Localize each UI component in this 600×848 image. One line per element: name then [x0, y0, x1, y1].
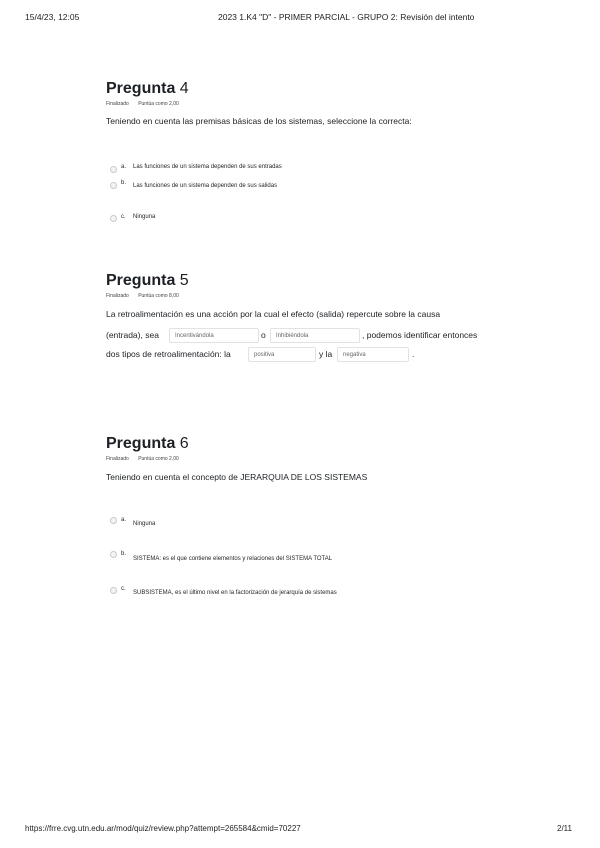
option-letter: b. [121, 551, 127, 557]
question-score: Puntúa como 2,00 [138, 456, 179, 462]
question-label: Pregunta [106, 80, 176, 97]
print-datetime: 15/4/23, 12:05 [25, 12, 80, 22]
answer-blank-3[interactable]: positiva [248, 347, 316, 362]
option-label: SISTEMA: es el que contiene elementos y relaciones del SISTEMA TOTAL [133, 556, 333, 562]
question-status: Finalizado [106, 101, 129, 107]
option-letter: a. [121, 164, 127, 170]
question-number: 4 [179, 80, 189, 97]
question-4-text: Teniendo en cuenta las premisas básicas de los sistemas, seleccione la correcta: [106, 116, 412, 126]
question-5-line-3-start: dos tipos de retroalimentación: la [106, 349, 231, 359]
question-score: Puntúa como 2,00 [138, 101, 179, 107]
option-letter: c. [121, 586, 126, 592]
option-label: Las funciones de un sistema dependen de sus salidas [133, 183, 278, 189]
q4-option-c[interactable] [110, 213, 410, 225]
question-5-line-3-end: . [412, 349, 415, 359]
answer-blank-2[interactable]: Inhibiéndola [270, 328, 360, 343]
question-4-info [106, 101, 187, 107]
question-label: Pregunta [106, 435, 176, 452]
question-4-title [106, 80, 189, 98]
option-letter: a. [121, 517, 127, 523]
question-6-title [106, 435, 189, 453]
connector-text: y la [319, 349, 333, 359]
option-letter: b. [121, 180, 127, 186]
radio-button[interactable] [110, 551, 117, 558]
print-url: https://frre.cvg.utn.edu.ar/mod/quiz/review.php?attempt=265584&cmid=70227 [25, 824, 301, 833]
question-status: Finalizado [106, 293, 129, 299]
question-5-title [106, 272, 189, 290]
option-label: Ninguna [133, 521, 156, 527]
option-label: Las funciones de un sistema dependen de sus entradas [133, 164, 282, 170]
option-label: Ninguna [133, 214, 156, 220]
q4-option-b[interactable] [110, 180, 410, 192]
option-letter: c. [121, 214, 126, 220]
question-score: Puntúa como 8,00 [138, 293, 179, 299]
question-label: Pregunta [106, 272, 176, 289]
q6-option-b[interactable] [110, 551, 430, 565]
radio-button[interactable] [110, 215, 117, 222]
q6-option-a[interactable] [110, 517, 410, 531]
question-status: Finalizado [106, 456, 129, 462]
question-number: 5 [179, 272, 189, 289]
print-page-title: 2023 1.K4 "D" - PRIMER PARCIAL - GRUPO 2: Revisión del intento [218, 12, 475, 22]
print-page-number: 2/11 [557, 824, 572, 833]
answer-blank-4[interactable]: negativa [337, 347, 409, 362]
q6-option-c[interactable] [110, 586, 430, 600]
question-5-line-2-end: , podemos identificar entonces [362, 330, 478, 340]
question-6-text: Teniendo en cuenta el concepto de JERARQUIA DE LOS SISTEMAS [106, 472, 368, 482]
q4-option-a[interactable] [110, 163, 410, 175]
radio-button[interactable] [110, 182, 117, 189]
question-6-info [106, 456, 187, 462]
option-label: SUBSISTEMA, es el último nivel en la factorización de jerarquía de sistemas [133, 590, 337, 596]
question-5-info [106, 293, 187, 299]
question-number: 6 [179, 435, 189, 452]
radio-button[interactable] [110, 517, 117, 524]
radio-button[interactable] [110, 166, 117, 173]
connector-text: o [261, 330, 266, 340]
question-5-line-1: La retroalimentación es una acción por la cual el efecto (salida) repercute sobre la causa [106, 309, 441, 319]
question-5-line-2-start: (entrada), sea [106, 330, 159, 340]
answer-blank-1[interactable]: Incentivándola [169, 328, 259, 343]
radio-button[interactable] [110, 587, 117, 594]
